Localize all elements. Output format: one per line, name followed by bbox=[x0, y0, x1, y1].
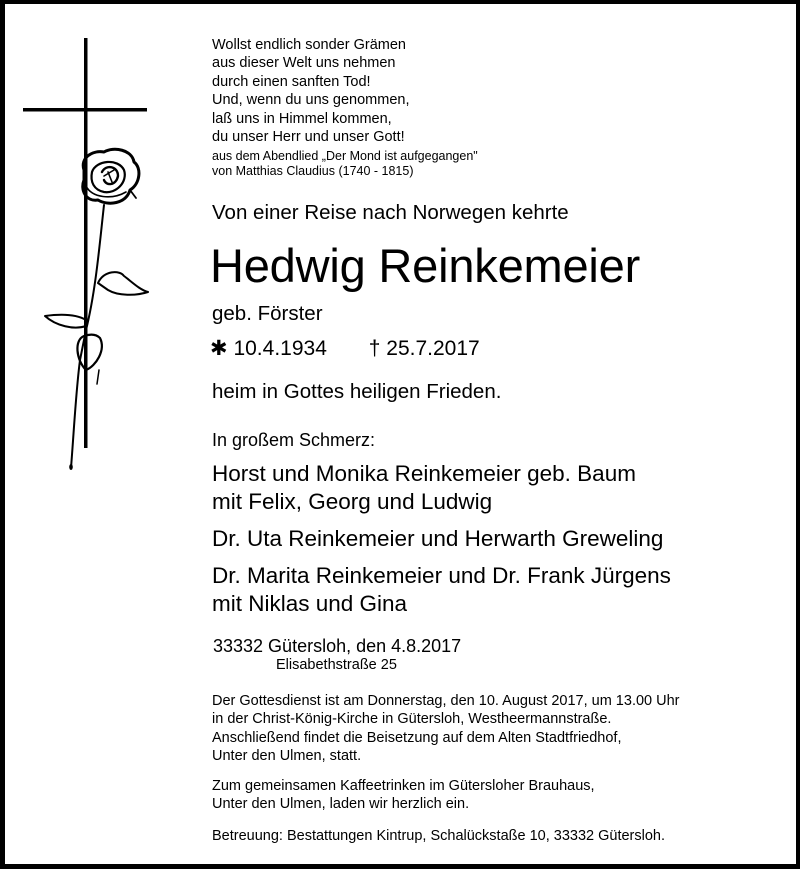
death-dagger-icon: † bbox=[368, 337, 381, 360]
life-dates bbox=[210, 336, 480, 361]
death-date: 25.7.2017 bbox=[386, 337, 480, 360]
birth-date: 10.4.1934 bbox=[233, 337, 327, 360]
service-line: Der Gottesdienst ist am Donnerstag, den 10. August 2017, um 13.00 Uhr bbox=[212, 693, 680, 709]
mourner-line: Dr. Marita Reinkemeier und Dr. Frank Jürgens bbox=[212, 563, 671, 588]
poem-line: laß uns in Himmel kommen, bbox=[212, 110, 392, 127]
cross-icon bbox=[23, 38, 147, 448]
service-info bbox=[212, 692, 680, 765]
mourner-line: Horst und Monika Reinkemeier geb. Baum bbox=[212, 461, 636, 486]
poem-line: Wollst endlich sonder Grämen bbox=[212, 37, 406, 53]
coffee-invitation bbox=[212, 777, 595, 814]
poem-source-line: aus dem Abendlied „Der Mond ist aufgegangen" bbox=[212, 149, 478, 163]
service-line: Anschließend findet die Beisetzung auf dem Alten Stadtfriedhof, bbox=[212, 729, 622, 746]
maiden-name: geb. Förster bbox=[212, 302, 323, 325]
poem-line: durch einen sanften Tod! bbox=[212, 73, 371, 90]
coffee-line: Zum gemeinsamen Kaffeetrinken im Güterslоher Brauhaus, bbox=[212, 778, 595, 794]
intro-text: Von einer Reise nach Norwegen kehrte bbox=[212, 201, 569, 224]
rose-icon bbox=[45, 149, 148, 470]
poem bbox=[212, 36, 410, 146]
poem-attribution bbox=[212, 149, 478, 179]
cross-and-rose-illustration bbox=[0, 0, 200, 480]
deceased-name: Hedwig Reinkemeier bbox=[210, 239, 641, 292]
poem-line: du unser Herr und unser Gott! bbox=[212, 129, 405, 146]
mourner-line: mit Niklas und Gina bbox=[212, 591, 408, 616]
mourners-list bbox=[212, 460, 671, 618]
place-and-date: 33332 Gütersloh, den 4.8.2017 bbox=[213, 636, 462, 656]
closing-phrase: heim in Gottes heiligen Frieden. bbox=[212, 380, 502, 403]
mourner-line: mit Felix, Georg und Ludwig bbox=[212, 489, 493, 514]
service-line: Unter den Ulmen, statt. bbox=[212, 747, 362, 764]
mourners-label: In großem Schmerz: bbox=[212, 430, 376, 450]
poem-source-line: von Matthias Claudius (1740 - 1815) bbox=[212, 164, 414, 178]
street-address: Elisabethstraße 25 bbox=[276, 657, 397, 673]
poem-line: aus dieser Welt uns nehmen bbox=[212, 55, 396, 72]
poem-line: Und, wenn du uns genommen, bbox=[212, 92, 410, 109]
birth-star-icon: ✱ bbox=[210, 337, 228, 360]
mourner-line: Dr. Uta Reinkemeier und Herwarth Greweling bbox=[212, 526, 664, 551]
funeral-home-info: Betreuung: Bestattungen Kintrup, Schalückstaße 10, 33332 Gütersloh. bbox=[212, 828, 666, 844]
coffee-line: Unter den Ulmen, laden wir herzlich ein. bbox=[212, 796, 470, 813]
service-line: in der Christ-König-Kirche in Gütersloh, Westheermannstraße. bbox=[212, 711, 612, 728]
